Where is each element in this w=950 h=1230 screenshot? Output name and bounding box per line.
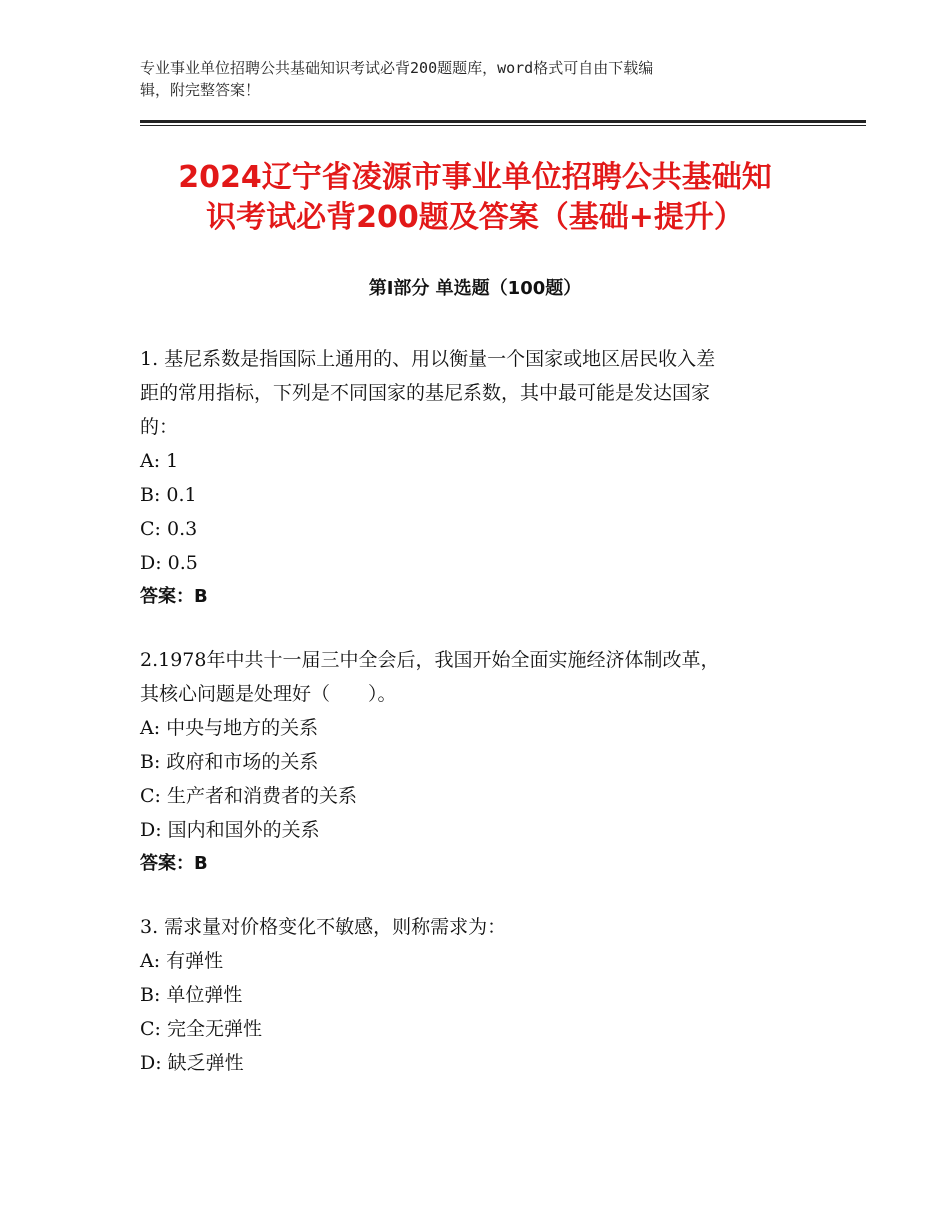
question-stem-line: 的： bbox=[140, 416, 179, 438]
header-rule-thin bbox=[140, 125, 866, 126]
question-stem-line: 其核心问题是处理好（ ）。 bbox=[140, 683, 397, 705]
question-stem-line: 2.1978年中共十一届三中全会后，我国开始全面实施经济体制改革， bbox=[140, 649, 720, 671]
option-a: A: 有弹性 bbox=[140, 950, 224, 972]
option-d: D: 0.5 bbox=[140, 552, 198, 574]
question-1 bbox=[140, 342, 820, 614]
option-d: D: 缺乏弹性 bbox=[140, 1052, 244, 1074]
question-2 bbox=[140, 643, 820, 881]
question-stem-line: 距的常用指标，下列是不同国家的基尼系数，其中最可能是发达国家 bbox=[140, 382, 711, 404]
header-note bbox=[140, 57, 800, 101]
option-c: C: 完全无弹性 bbox=[140, 1018, 262, 1040]
option-a: A: 1 bbox=[140, 450, 179, 472]
option-a: A: 中央与地方的关系 bbox=[140, 717, 319, 739]
question-3 bbox=[140, 910, 820, 1080]
option-b: B: 0.1 bbox=[140, 484, 197, 506]
option-c: C: 0.3 bbox=[140, 518, 198, 540]
header-note-line-2: 辑，附完整答案！ bbox=[140, 81, 261, 99]
question-stem-line: 1. 基尼系数是指国际上通用的、用以衡量一个国家或地区居民收入差 bbox=[140, 348, 716, 370]
document-title bbox=[100, 158, 850, 238]
document-title-line-1: 2024辽宁省凌源市事业单位招聘公共基础知 bbox=[178, 160, 772, 195]
option-b: B: 政府和市场的关系 bbox=[140, 751, 319, 773]
answer: 答案：B bbox=[140, 586, 208, 607]
question-stem-line: 3. 需求量对价格变化不敏感，则称需求为： bbox=[140, 916, 507, 938]
section-title: 第Ⅰ部分 单选题（100题） bbox=[368, 278, 582, 299]
question-list bbox=[140, 342, 820, 1109]
option-c: C: 生产者和消费者的关系 bbox=[140, 785, 357, 807]
header-rule-thick bbox=[140, 120, 866, 123]
answer: 答案：B bbox=[140, 853, 208, 874]
option-b: B: 单位弹性 bbox=[140, 984, 243, 1006]
document-title-line-2: 识考试必背200题及答案（基础+提升） bbox=[206, 200, 744, 235]
header-note-line-1: 专业事业单位招聘公共基础知识考试必背200题题库，word格式可自由下载编 bbox=[140, 59, 654, 77]
option-d: D: 国内和国外的关系 bbox=[140, 819, 320, 841]
